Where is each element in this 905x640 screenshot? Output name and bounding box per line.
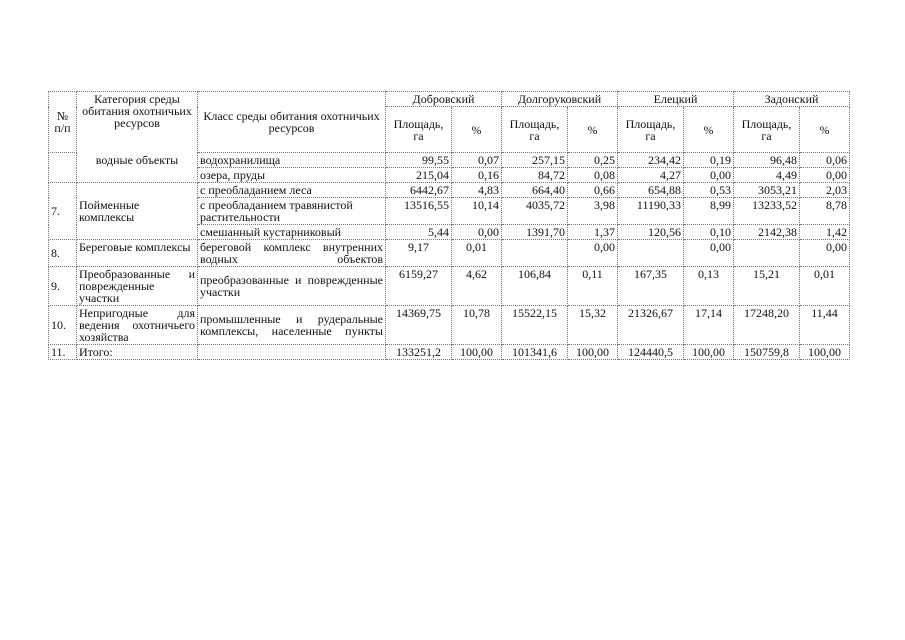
header-pct: % (684, 107, 734, 153)
cell-area: 167,35 (618, 267, 684, 306)
cell-area: 96,48 (734, 153, 800, 168)
cell-pct: 10,78 (452, 306, 502, 345)
header-num: № п/п (49, 92, 77, 153)
row-num: 11. (49, 345, 77, 360)
header-pct: % (800, 107, 850, 153)
row-class: с преобладанием леса (198, 183, 386, 198)
cell-area: 120,56 (618, 225, 684, 240)
cell-pct: 8,78 (800, 198, 850, 225)
cell-pct: 17,14 (684, 306, 734, 345)
cell-pct: 0,00 (800, 168, 850, 183)
header-area: Площадь, га (386, 107, 452, 153)
cell-pct: 4,62 (452, 267, 502, 306)
cell-pct: 8,99 (684, 198, 734, 225)
header-area: Площадь, га (618, 107, 684, 153)
row-class: береговой комплекс внутренних водных объектов (198, 240, 386, 267)
cell-area: 664,40 (502, 183, 568, 198)
header-category: Категория среды обитания охотничьих ресурсов (77, 92, 198, 153)
header-row-districts (49, 92, 850, 107)
row-class: с преобладанием травянистой растительности (198, 198, 386, 225)
cell-area: 4,49 (734, 168, 800, 183)
cell-pct: 11,44 (800, 306, 850, 345)
row-class: озера, пруды (198, 168, 386, 183)
row-category: Преобразованные и поврежденные участки (77, 267, 198, 306)
header-area: Площадь, га (734, 107, 800, 153)
cell-pct: 0,01 (452, 240, 502, 267)
cell-area: 1391,70 (502, 225, 568, 240)
row-category: Непригодные для ведения охотничьего хозяйства (77, 306, 198, 345)
cell-area: 654,88 (618, 183, 684, 198)
cell-pct: 100,00 (568, 345, 618, 360)
cell-pct: 0,08 (568, 168, 618, 183)
cell-area: 3053,21 (734, 183, 800, 198)
cell-pct: 0,06 (800, 153, 850, 168)
cell-pct: 1,42 (800, 225, 850, 240)
cell-pct: 0,25 (568, 153, 618, 168)
cell-pct: 0,13 (684, 267, 734, 306)
header-district: Добровский (386, 92, 502, 107)
row-num: 7. (49, 183, 77, 240)
cell-pct: 3,98 (568, 198, 618, 225)
cell-area: 21326,67 (618, 306, 684, 345)
cell-pct: 4,83 (452, 183, 502, 198)
cell-pct: 0,07 (452, 153, 502, 168)
cell-pct: 0,53 (684, 183, 734, 198)
cell-pct: 0,10 (684, 225, 734, 240)
cell-area: 13233,52 (734, 198, 800, 225)
cell-pct: 0,00 (684, 168, 734, 183)
row-class (198, 345, 386, 360)
cell-pct: 0,19 (684, 153, 734, 168)
header-district: Задонский (734, 92, 850, 107)
table-row (49, 306, 850, 345)
cell-pct: 0,16 (452, 168, 502, 183)
cell-area: 133251,2 (386, 345, 452, 360)
header-district: Долгоруковский (502, 92, 618, 107)
row-num: 9. (49, 267, 77, 306)
row-category: Пойменные комплексы (77, 183, 198, 240)
cell-pct: 100,00 (800, 345, 850, 360)
cell-area: 13516,55 (386, 198, 452, 225)
table-row (49, 153, 850, 168)
cell-pct: 2,03 (800, 183, 850, 198)
cell-area: 215,04 (386, 168, 452, 183)
cell-area (502, 240, 568, 267)
row-num: 10. (49, 306, 77, 345)
row-class: преобразованные и поврежденные участки (198, 267, 386, 306)
cell-area: 84,72 (502, 168, 568, 183)
cell-area: 101341,6 (502, 345, 568, 360)
cell-pct: 0,00 (568, 240, 618, 267)
cell-pct: 15,32 (568, 306, 618, 345)
total-row (49, 345, 850, 360)
cell-area: 6159,27 (386, 267, 452, 306)
header-pct: % (452, 107, 502, 153)
cell-area: 106,84 (502, 267, 568, 306)
cell-area: 2142,38 (734, 225, 800, 240)
cell-pct: 0,00 (800, 240, 850, 267)
cell-pct: 1,37 (568, 225, 618, 240)
cell-area (734, 240, 800, 267)
cell-pct: 0,00 (452, 225, 502, 240)
cell-area: 15,21 (734, 267, 800, 306)
table-row (49, 267, 850, 306)
row-class: промышленные и рудеральные комплексы, населенные пункты (198, 306, 386, 345)
cell-area: 257,15 (502, 153, 568, 168)
cell-area: 15522,15 (502, 306, 568, 345)
header-district: Елецкий (618, 92, 734, 107)
cell-pct: 100,00 (684, 345, 734, 360)
row-num (49, 153, 77, 183)
cell-area: 6442,67 (386, 183, 452, 198)
row-class: смешанный кустарниковый (198, 225, 386, 240)
cell-pct: 0,11 (568, 267, 618, 306)
header-area: Площадь, га (502, 107, 568, 153)
cell-pct: 10,14 (452, 198, 502, 225)
total-label: Итого: (77, 345, 198, 360)
table-row (49, 240, 850, 267)
cell-area: 17248,20 (734, 306, 800, 345)
row-class: водохранилища (198, 153, 386, 168)
cell-area: 124440,5 (618, 345, 684, 360)
cell-area: 4035,72 (502, 198, 568, 225)
cell-pct: 0,01 (800, 267, 850, 306)
cell-area: 99,55 (386, 153, 452, 168)
header-pct: % (568, 107, 618, 153)
cell-area (618, 240, 684, 267)
row-num: 8. (49, 240, 77, 267)
cell-area: 14369,75 (386, 306, 452, 345)
cell-pct: 0,66 (568, 183, 618, 198)
cell-area: 4,27 (618, 168, 684, 183)
cell-area: 11190,33 (618, 198, 684, 225)
cell-area: 234,42 (618, 153, 684, 168)
cell-area: 9,17 (386, 240, 452, 267)
row-category: водные объекты (77, 153, 198, 183)
cell-pct: 0,00 (684, 240, 734, 267)
habitat-table (48, 91, 850, 360)
row-category: Береговые комплексы (77, 240, 198, 267)
table-row (49, 183, 850, 198)
cell-area: 5,44 (386, 225, 452, 240)
header-class: Класс среды обитания охотничьих ресурсов (198, 92, 386, 153)
cell-area: 150759,8 (734, 345, 800, 360)
cell-pct: 100,00 (452, 345, 502, 360)
